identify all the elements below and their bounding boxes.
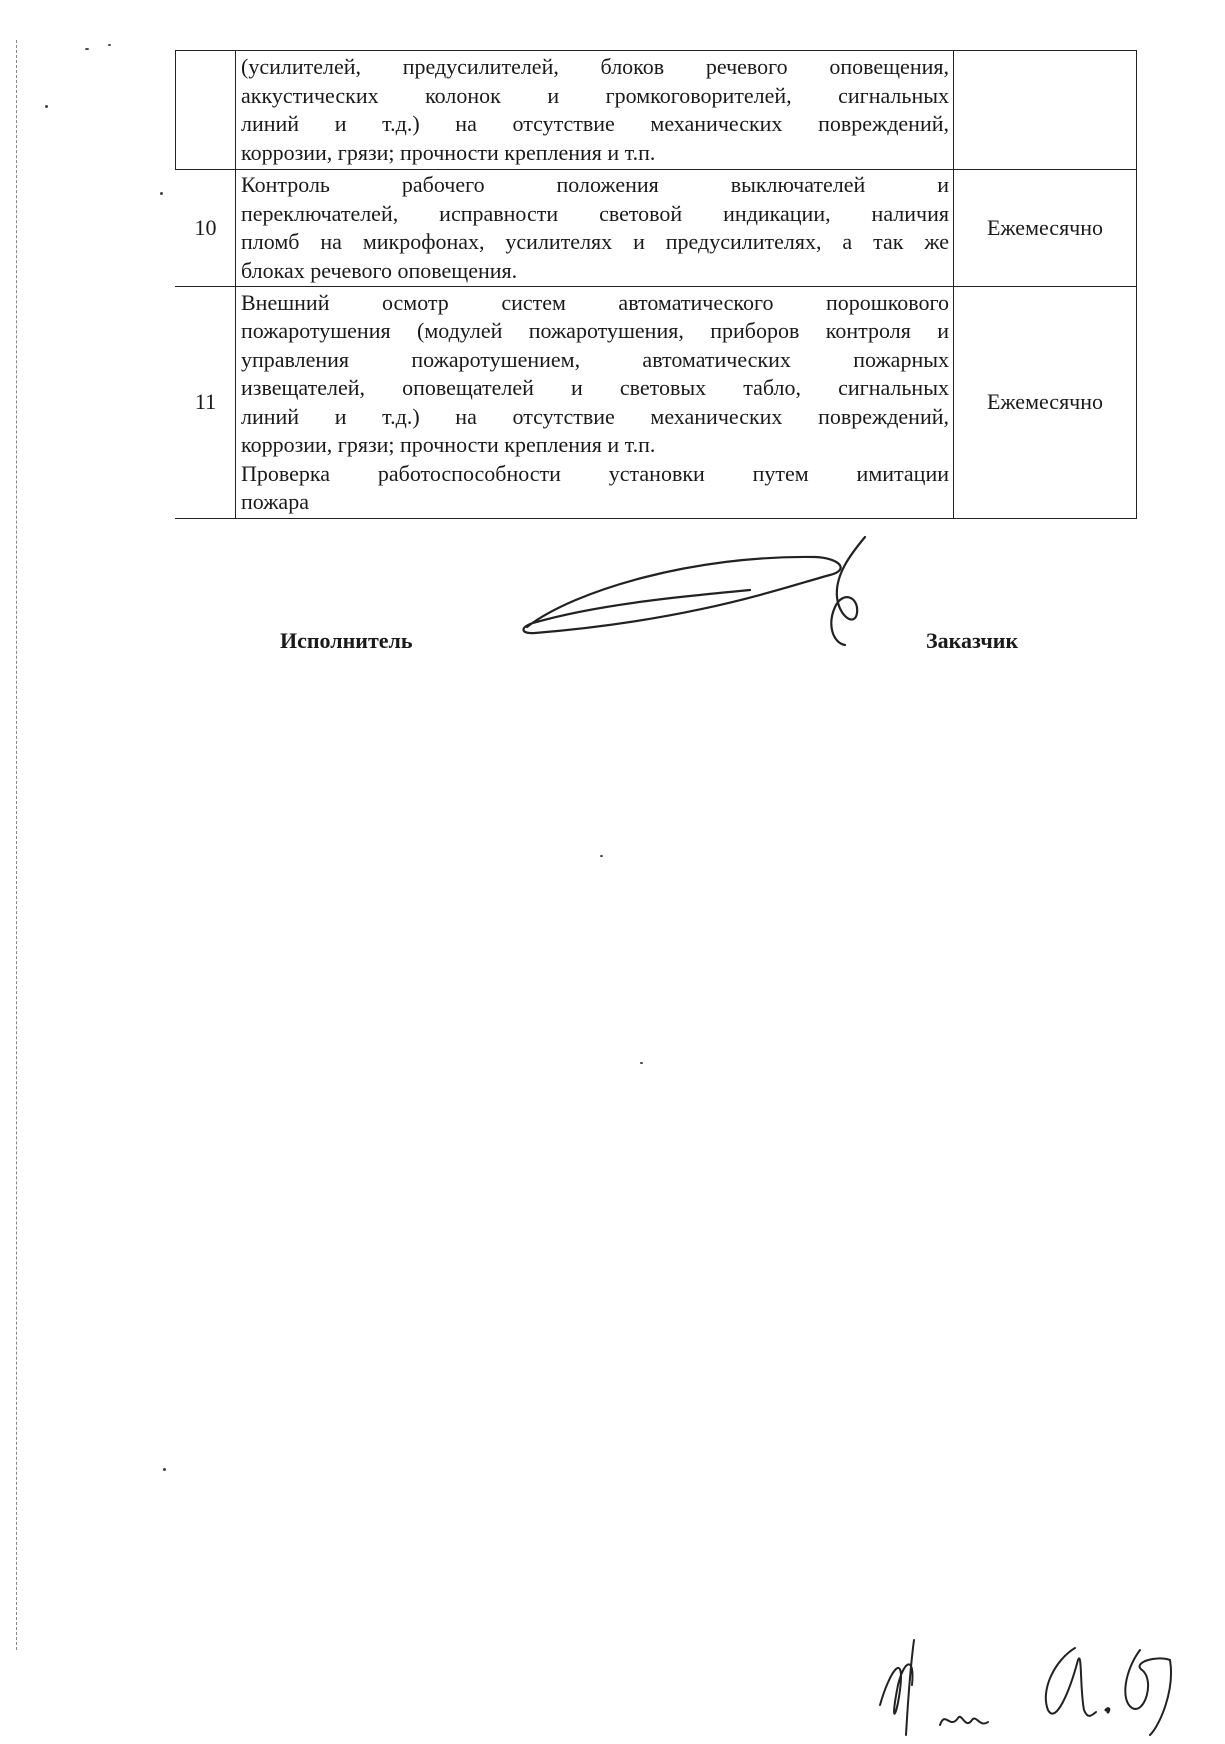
- row-period: Ежемесячно: [954, 170, 1137, 287]
- row-description: (усилителей, предусилителей, блоков речевого оповещения, аккустических колонок и громкоговорителей, сигнальных линий и т.д.) на отсутствие механических повреждений, коррозии, грязи; прочности крепления и т.п.: [236, 51, 954, 170]
- scan-speck: [45, 105, 48, 108]
- scan-edge-artifact: [16, 40, 17, 1650]
- scan-speck: [600, 855, 603, 857]
- scan-speck: [640, 1062, 643, 1064]
- scan-speck: [85, 48, 89, 50]
- table-row: [176, 51, 1137, 170]
- row-description: Внешний осмотр систем автоматического порошкового пожаротушения (модулей пожаротушения, приборов контроля и управления пожаротушением, автоматических пожарных извещателей, оповещателей и световых табло, сигнальных линий и т.д.) на отсутствие механических повреждений, коррозии, грязи; прочности крепления и т.п. Проверка работоспособности установки путем имитации пожара: [236, 287, 954, 519]
- table-row: [176, 170, 1137, 287]
- row-number: [176, 51, 236, 170]
- row-period: Ежемесячно: [954, 287, 1137, 519]
- row-period: [954, 51, 1137, 170]
- scan-speck: [160, 192, 163, 195]
- page-initials: [870, 1630, 1200, 1740]
- table-row: [176, 287, 1137, 519]
- scan-speck: [108, 44, 111, 46]
- maintenance-schedule-table: [175, 50, 1137, 519]
- row-description: Контроль рабочего положения выключателей и переключателей, исправности световой индикации, наличия пломб на микрофонах, усилителях и предусилителях, а так же блоках речевого оповещения.: [236, 170, 954, 287]
- scan-speck: [163, 1468, 166, 1471]
- handwritten-signature: [515, 535, 875, 650]
- row-number: 11: [176, 287, 236, 519]
- executor-label: Исполнитель: [280, 628, 413, 653]
- row-number: 10: [176, 170, 236, 287]
- customer-label: Заказчик: [926, 628, 1019, 653]
